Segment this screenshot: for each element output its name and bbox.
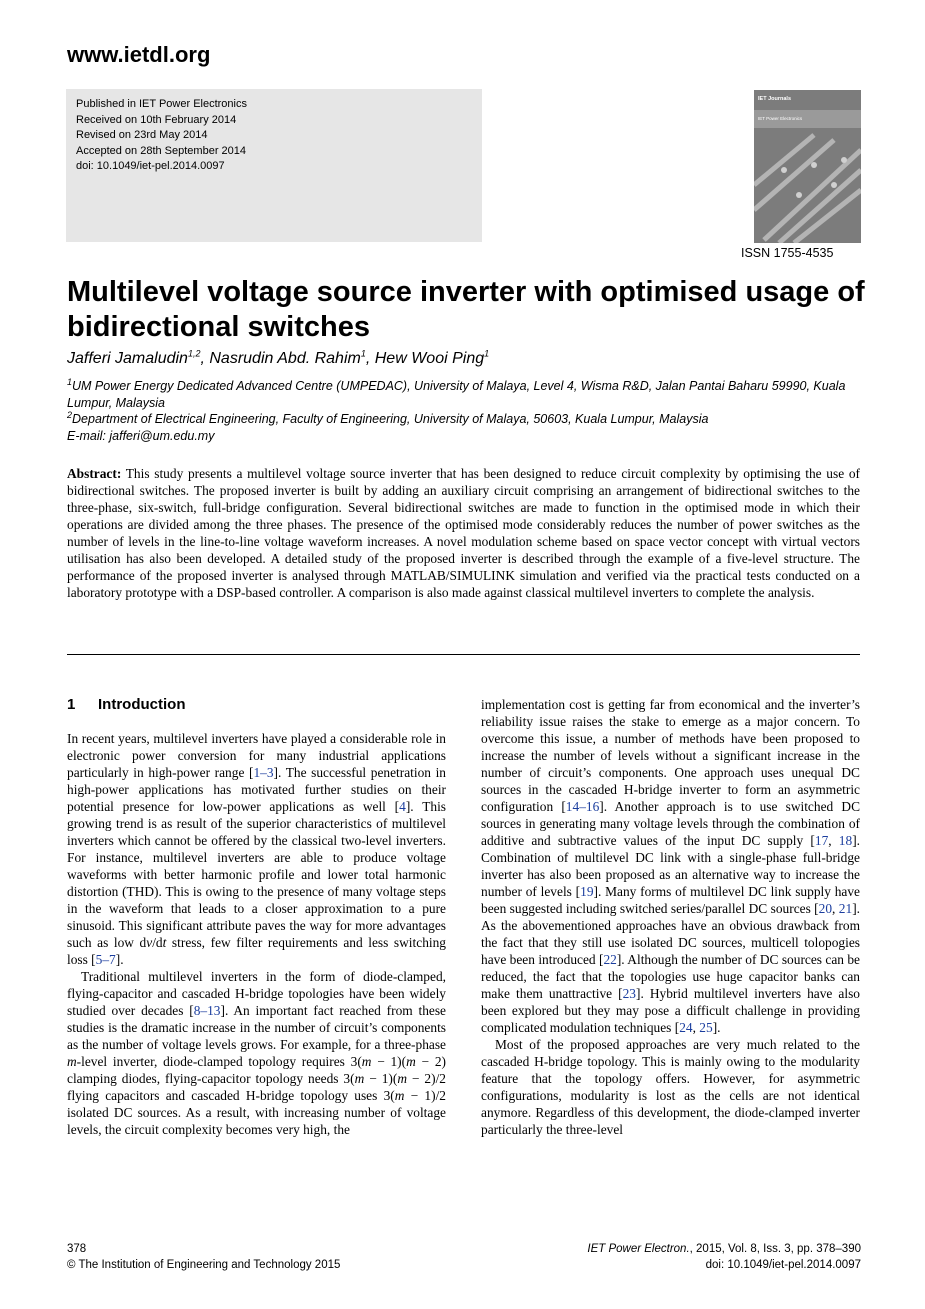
text-run: − 2)/2 flying capacitors and cascaded H-bridge topology uses 3(	[67, 1071, 446, 1103]
text-run: ]. An important fact reached from these studies is the dramatic increase in the number of circuit’s components as the number of voltage levels grows. For example, for a three-phase	[67, 1003, 446, 1052]
affiliation-mark: 1	[67, 376, 73, 387]
text-run: ]. Many forms of multilevel DC link supply have been suggested including switched series/parallel DC sources [	[481, 884, 860, 916]
body-column-left	[67, 730, 446, 1138]
citation-link[interactable]: 18	[838, 833, 853, 848]
abstract	[67, 465, 860, 601]
math-var: v	[146, 935, 153, 950]
affiliation-text: Department of Electrical Engineering, Faculty of Engineering, University of Malaya, 50603, Kuala Lumpur, Malaysia	[72, 412, 709, 427]
section-title: Introduction	[98, 696, 186, 713]
section-divider	[67, 654, 860, 655]
citation-link[interactable]: 19	[580, 884, 594, 899]
text-run: ,	[832, 901, 839, 916]
text-run: -level inverter, diode-clamped topology requires 3(	[76, 1054, 362, 1069]
citation-link[interactable]: 1–3	[253, 765, 274, 780]
author-separator: ,	[365, 350, 375, 367]
page-number: 378	[67, 1243, 87, 1255]
paragraph	[481, 696, 860, 1036]
body-column-right	[481, 696, 860, 1138]
received-date: Received on 10th February 2014	[76, 113, 237, 126]
author-affiliation-mark: 1,2	[187, 348, 201, 359]
author-name: Jafferi Jamaludin	[67, 350, 188, 367]
text-run: ].	[712, 1020, 721, 1035]
publication-dates	[76, 97, 247, 175]
journal-abbrev: IET Power Electron.	[587, 1243, 690, 1255]
author-name: Nasrudin Abd. Rahim	[209, 350, 361, 367]
text-run: /d	[152, 935, 163, 950]
text-run: ]. As the abovementioned approaches have an obvious drawback from the fact that they still use isolated DC sources, multicell tolopogies have been introduced [	[481, 901, 860, 967]
citation-link[interactable]: 25	[699, 1020, 713, 1035]
math-var: m	[394, 1088, 405, 1103]
citation-link[interactable]: 21	[838, 901, 853, 916]
text-run: ,	[692, 1020, 700, 1035]
cover-journal-name: IET Power Electronics	[758, 116, 803, 121]
affiliation	[67, 411, 867, 428]
abstract-text: This study presents a multilevel voltage source inverter that has been designed to reduce circuit complexity by optimising the use of bidirectional switches. The proposed inverter is built by adding an auxiliary circuit comprising an arrangement of bidirectional switches to the three-phase, six-switch, full-bridge configuration. Several bidirectional switches are made to function in the optimised mode in which their operations are divided among the three phases. The presence of the optimised mode considerably reduces the number of power switches as the number of levels in the line-to-line voltage waveform increases. A novel modulation scheme based on space vector concept with virtual vectors utilisation has also been developed. A detailed study of the proposed inverter is described through the example of a five-level structure. The performance of the proposed inverter is analysed through MATLAB/SIMULINK simulation and verified via the practical tests conducted on a laboratory prototype with a DSP-based controller. A comparison is also made against classical multilevel inverters to complete the analysis.	[67, 466, 860, 600]
author-name: Hew Wooi Ping	[374, 350, 485, 367]
citation-link[interactable]: 24	[679, 1020, 693, 1035]
author-list	[67, 350, 489, 368]
text-run: ]. The successful penetration in high-power applications has motivated further studies on their potential presence for low-power applications as well [	[67, 765, 446, 814]
citation-details: , 2015, Vol. 8, Iss. 3, pp. 378–390	[689, 1243, 861, 1255]
paper-title: Multilevel voltage source inverter with optimised usage of bidirectional switches	[67, 276, 865, 343]
revised-date: Revised on 23rd May 2014	[76, 129, 208, 142]
text-run: In recent years, multilevel inverters have played a considerable role in electronic power conversion for many industrial applications particularly in high-power range [	[67, 731, 446, 780]
text-run: implementation cost is getting far from economical and the inverter’s reliability issue raises the stake to emerge as a major concern. To overcome this issue, a number of methods have been proposed to increase the number of levels without a significant increase in the number of circuit’s components. One approach uses unequal DC sources in the cascaded H-bridge inverter to form an asymmetric configuration [	[481, 697, 860, 814]
text-run: ]. Hybrid multilevel inverters have also been explored but they may pose a difficult challenge in providing complicated modulation techniques [	[481, 986, 860, 1035]
affiliations	[67, 378, 867, 444]
affiliation	[67, 378, 867, 411]
section-number: 1	[67, 696, 76, 713]
accepted-date: Accepted on 28th September 2014	[76, 144, 247, 157]
citation-link[interactable]: 5–7	[95, 952, 116, 967]
journal-citation	[587, 1241, 861, 1257]
citation-link[interactable]: 22	[603, 952, 617, 967]
issn: ISSN 1755-4535	[741, 246, 834, 260]
footer-doi: doi: 10.1049/iet-pel.2014.0097	[705, 1259, 861, 1271]
text-run: − 1)/2 isolated DC sources. As a result, with increasing number of voltage levels, the circuit complexity becomes very high, the	[67, 1088, 446, 1137]
publication-info-box	[66, 89, 482, 242]
footer-left	[67, 1241, 340, 1273]
math-var: m	[397, 1071, 407, 1086]
paragraph	[67, 730, 446, 968]
text-run: ]. Combination of multilevel DC link with a single-phase full-bridge inverter has also been proposed as an alternative way to increase the number of levels [	[481, 833, 860, 899]
citation-link[interactable]: 8–13	[193, 1003, 221, 1018]
journal-cover-image	[754, 90, 861, 243]
published-in: Published in IET Power Electronics	[76, 98, 247, 110]
paragraph: Most of the proposed approaches are very much related to the cascaded H-bridge topology. This is mainly owing to the modularity feature that the topology offers. However, for asymmetric configurations, modularity is lost as the cells are not identical anymore. Regardless of this development, the diode-clamped inverter particularly the three-level	[481, 1037, 860, 1137]
copyright: © The Institution of Engineering and Technology 2015	[67, 1259, 341, 1271]
affiliation-text: UM Power Energy Dedicated Advanced Centre (UMPEDAC), University of Malaya, Level 4, Wisma R&D, Jalan Pantai Baharu 59990, Kuala Lumpur, Malaysia	[67, 379, 846, 410]
text-run: − 1)(	[371, 1054, 407, 1069]
section-heading	[67, 696, 185, 713]
text-run: Traditional multilevel inverters in the form of diode-clamped, flying-capacitor and cascaded H-bridge topologies have been widely studied over decades [	[67, 969, 446, 1018]
math-var: t	[162, 935, 167, 950]
abstract-label: Abstract:	[67, 466, 122, 481]
affiliation-mark: 2	[67, 410, 73, 421]
cover-artwork	[754, 90, 861, 243]
text-run: ]. Another approach is to use switched DC sources in generating many voltage levels through the combination of additive and subtractive values of the input DC supply [	[481, 799, 860, 848]
citation-link[interactable]: 14–16	[565, 799, 600, 814]
text-run: − 2) clamping diodes, flying-capacitor topology needs 3(	[67, 1054, 446, 1086]
citation-link[interactable]: 4	[399, 799, 406, 814]
citation-link[interactable]: 17	[814, 833, 829, 848]
cover-brand: IET Journals	[758, 96, 792, 102]
citation-link[interactable]: 20	[818, 901, 833, 916]
text-run: stress, few filter requirements and less switching loss [	[67, 935, 447, 967]
text-run: − 1)(	[364, 1071, 398, 1086]
text-run: ,	[828, 833, 839, 848]
text-run: ]. This growing trend is as result of the superior characteristics of multilevel inverters which cannot be offered by the classical two-level inverters. For instance, multilevel inverters are able to produce voltage waveforms with better harmonic profile and lower total harmonic distortion (THD). This is owing to the presence of many voltage steps in the waveform that leads to a closer approximation to a pure sinusoid. This significant attribute paves the way for more advantages such as low d	[67, 799, 446, 950]
author-affiliation-mark: 1	[360, 348, 366, 359]
text-run: ].	[115, 952, 124, 967]
math-var: m	[354, 1071, 365, 1086]
doi: doi: 10.1049/iet-pel.2014.0097	[76, 160, 225, 173]
footer-right	[587, 1241, 861, 1273]
text-run: ]. Although the number of DC sources can be reduced, the fact that the topologies use huge capacitor banks can make them unattractive [	[481, 952, 860, 1001]
math-var: m	[361, 1054, 372, 1069]
citation-link[interactable]: 23	[622, 986, 636, 1001]
math-var: m	[67, 1054, 77, 1069]
contact-email[interactable]: E-mail: jafferi@um.edu.my	[67, 428, 215, 443]
math-var: m	[406, 1054, 416, 1069]
author-separator: ,	[200, 350, 210, 367]
paragraph	[67, 968, 446, 1138]
author-affiliation-mark: 1	[484, 348, 490, 359]
site-url[interactable]: www.ietdl.org	[67, 42, 211, 67]
